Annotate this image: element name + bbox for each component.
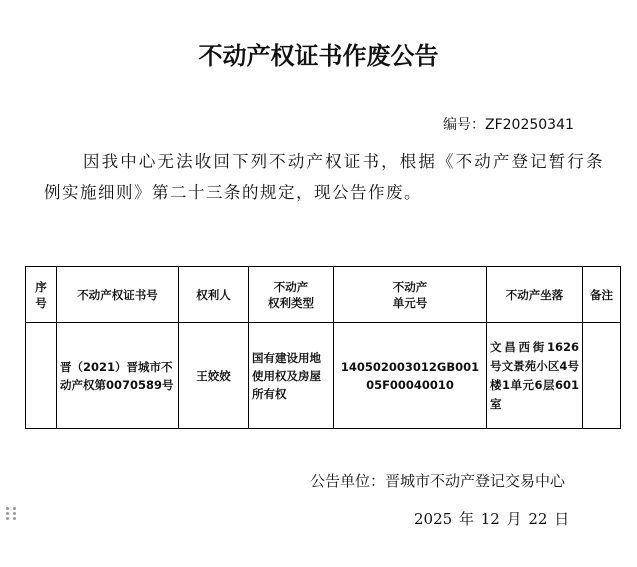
table-header-row — [26, 267, 621, 323]
header-unit-no-line2: 单元号 — [392, 295, 428, 310]
cell-cert-no: 晋（2021）晋城市不动产权第0070589号 — [57, 323, 179, 429]
cell-location: 文昌西街1626号文景苑小区4号楼1单元6层601室 — [487, 323, 583, 429]
header-holder: 权利人 — [179, 267, 249, 323]
header-seq-line2: 号 — [35, 295, 47, 310]
drag-dot — [13, 507, 16, 510]
announcement-body: 因我中心无法收回下列不动产权证书，根据《不动产登记暂行条例实施细则》第二十三条的规定，现公告作废。 — [44, 152, 604, 202]
page-title: 不动产权证书作废公告 — [198, 42, 439, 70]
header-seq — [26, 267, 57, 323]
cell-unit-no: 140502003012GB00105F00040010 — [334, 323, 487, 429]
header-unit-no-line1: 不动产 — [392, 279, 428, 294]
certificate-table — [25, 266, 621, 429]
cell-remarks — [583, 323, 621, 429]
header-right-type-line2: 权利类型 — [268, 295, 314, 310]
drag-handle-icon[interactable] — [6, 507, 18, 525]
header-right-type — [249, 267, 334, 323]
announcement-date: 2025 年 12 月 22 日 — [414, 510, 570, 528]
drag-dot — [13, 512, 16, 515]
drag-dot — [6, 517, 9, 520]
cell-seq — [26, 323, 57, 429]
header-unit-no — [334, 267, 487, 323]
header-cert-no: 不动产权证书号 — [57, 267, 179, 323]
table-row — [26, 323, 621, 429]
document-number: 编号：ZF20250341 — [443, 117, 574, 133]
drag-dot — [13, 517, 16, 520]
header-remarks: 备注 — [583, 267, 621, 323]
issuing-unit: 公告单位：晋城市不动产登记交易中心 — [310, 472, 566, 490]
header-location: 不动产坐落 — [487, 267, 583, 323]
drag-dot — [6, 507, 9, 510]
cell-holder: 王姣姣 — [179, 323, 249, 429]
cell-right-type: 国有建设用地使用权及房屋所有权 — [249, 323, 334, 429]
drag-dot — [6, 512, 9, 515]
header-seq-line1: 序 — [35, 279, 47, 294]
header-right-type-line1: 不动产 — [273, 279, 309, 294]
